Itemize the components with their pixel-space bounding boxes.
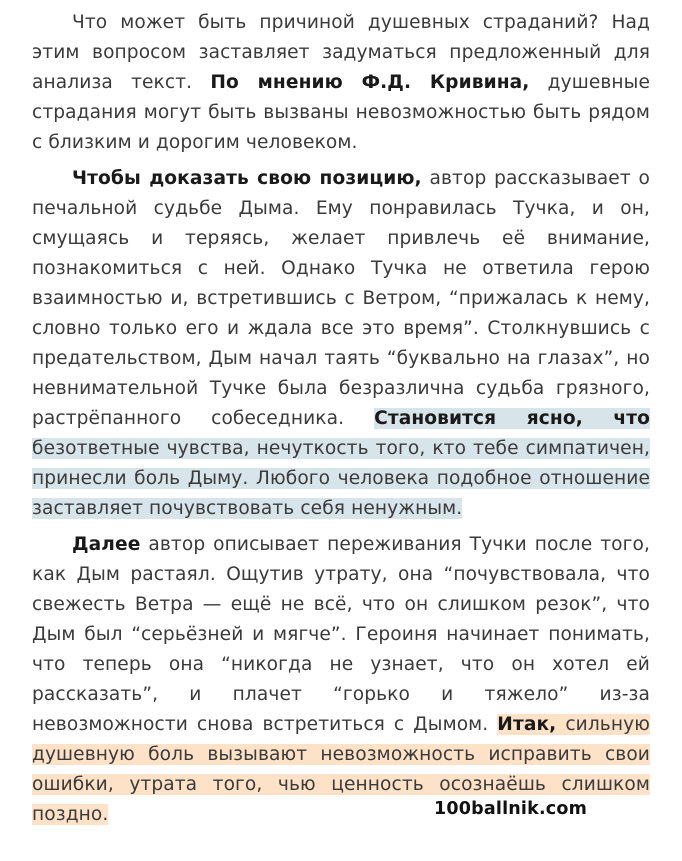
intro-text: Что может быть причиной душевных страданий? Над этим вопросом заставляет задуматься предложенный для анализа текст. (32, 12, 650, 93)
final-conclusion-lead: Итак, (497, 714, 557, 735)
argument-2-lead: Далее (72, 534, 141, 555)
argument-2-text: автор описывает переживания Тучки после того, как Дым растаял. Ощутив утрату, она “почувствовала, что свежесть Ветра — ещё не всё, что он слишком резок”, что Дым был “серьёзней и мягче”. Героиня начинает понимать, что теперь она “никогда не узнает, что он хотел ей рассказать”, и плачет “горько и тяжело” из-за невозможности снова встретиться с Дымом. (32, 534, 650, 735)
essay-body (32, 8, 650, 836)
final-conclusion-text: сильную душевную боль вызывают невозможность исправить свои ошибки, утрата того, чью ценность осознаёшь слишком поздно. (32, 714, 650, 825)
site-watermark: 100ballnik.com (434, 799, 588, 819)
paragraph-intro (32, 8, 650, 158)
intro-thesis: душевные страдания могут быть вызваны невозможностью быть рядом с близким и дорогим человеком. (32, 72, 651, 153)
conclusion-1-lead: Становится ясно, что (374, 408, 651, 429)
paragraph-argument-1 (32, 164, 650, 524)
argument-1-lead: Чтобы доказать свою позицию, (72, 168, 422, 189)
paragraph-argument-2 (32, 530, 650, 830)
conclusion-1-text: безответные чувства, нечуткость того, кто тебе симпатичен, принесли боль Дыму. Любого человека подобное отношение заставляет почувствовать себя ненужным. (32, 438, 650, 519)
argument-1-text: автор рассказывает о печальной судьбе Дыма. Ему понравилась Тучка, и он, смущаясь и теряясь, желает привлечь её внимание, познакомиться с ней. Однако Тучка не ответила герою взаимностью и, встретившись с Ветром, “прижалась к нему, словно только его и ждала все это время”. Столкнувшись с предательством, Дым начал таять “буквально на глазах”, но невнимательной Тучке была безразлична судьба грязного, растрёпанного собеседника. (32, 168, 651, 429)
intro-author-phrase: По мнению Ф.Д. Кривина, (210, 72, 530, 93)
